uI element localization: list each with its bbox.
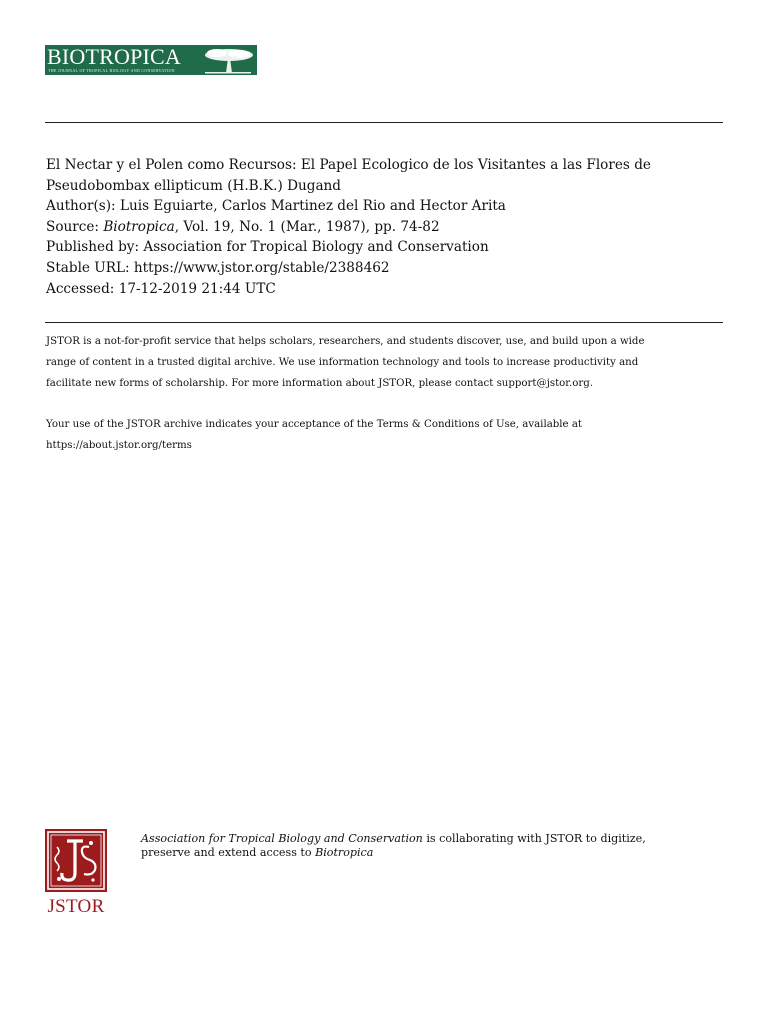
article-title-line-1: El Nectar y el Polen como Recursos: El Papel Ecologico de los Visitantes a las Flores de — [46, 157, 651, 173]
journal-logo-subtitle: THE JOURNAL OF TROPICAL BIOLOGY AND CONSERVATION — [48, 68, 175, 73]
collaboration-publisher: Association for Tropical Biology and Conservation — [141, 832, 423, 845]
notice-line-2: range of content in a trusted digital archive. We use information technology and tools to increase productivity and — [46, 357, 639, 368]
middle-divider — [45, 322, 723, 323]
notice-line-1: JSTOR is a not-for-profit service that helps scholars, researchers, and students discover, use, and build upon a wide — [46, 336, 645, 347]
collaboration-line-2 — [141, 846, 731, 860]
terms-line-1: Your use of the JSTOR archive indicates your acceptance of the Terms & Conditions of Use, available at — [46, 419, 582, 430]
collaboration-line-1-rest: is collaborating with JSTOR to digitize, — [422, 832, 646, 845]
jstor-emblem-icon — [45, 829, 107, 892]
stable-url-link[interactable]: Stable URL: https://www.jstor.org/stable/2388462 — [46, 259, 390, 276]
notice-line-3: facilitate new forms of scholarship. For more information about JSTOR, please contact support@jstor.org. — [46, 378, 594, 389]
top-divider — [45, 122, 723, 123]
collaboration-line-1 — [141, 832, 731, 846]
source-prefix: Source: — [46, 218, 104, 235]
authors-line: Author(s): Luis Eguiarte, Carlos Martinez del Rio and Hector Arita — [46, 198, 506, 215]
terms-url-link[interactable]: https://about.jstor.org/terms — [46, 440, 192, 451]
citation-block — [46, 155, 726, 299]
collaboration-journal: Biotropica — [315, 846, 374, 859]
journal-logo-title: BIOTROPICA — [47, 45, 182, 69]
collaboration-line-2-prefix: preserve and extend access to — [141, 846, 316, 859]
tree-icon — [199, 46, 255, 74]
jstor-wordmark: JSTOR — [47, 896, 105, 917]
publisher-line: Published by: Association for Tropical Biology and Conservation — [46, 239, 489, 256]
article-title-line-2: Pseudobombax ellipticum (H.B.K.) Dugand — [46, 177, 342, 194]
collaboration-statement — [141, 832, 731, 860]
source-journal: Biotropica — [103, 218, 175, 235]
journal-banner-logo — [45, 45, 257, 75]
jstor-logo — [45, 829, 107, 919]
jstor-notice — [46, 331, 726, 456]
accessed-line: Accessed: 17-12-2019 21:44 UTC — [46, 280, 276, 297]
source-details: , Vol. 19, No. 1 (Mar., 1987), pp. 74-82 — [174, 218, 440, 235]
source-line — [46, 217, 726, 238]
